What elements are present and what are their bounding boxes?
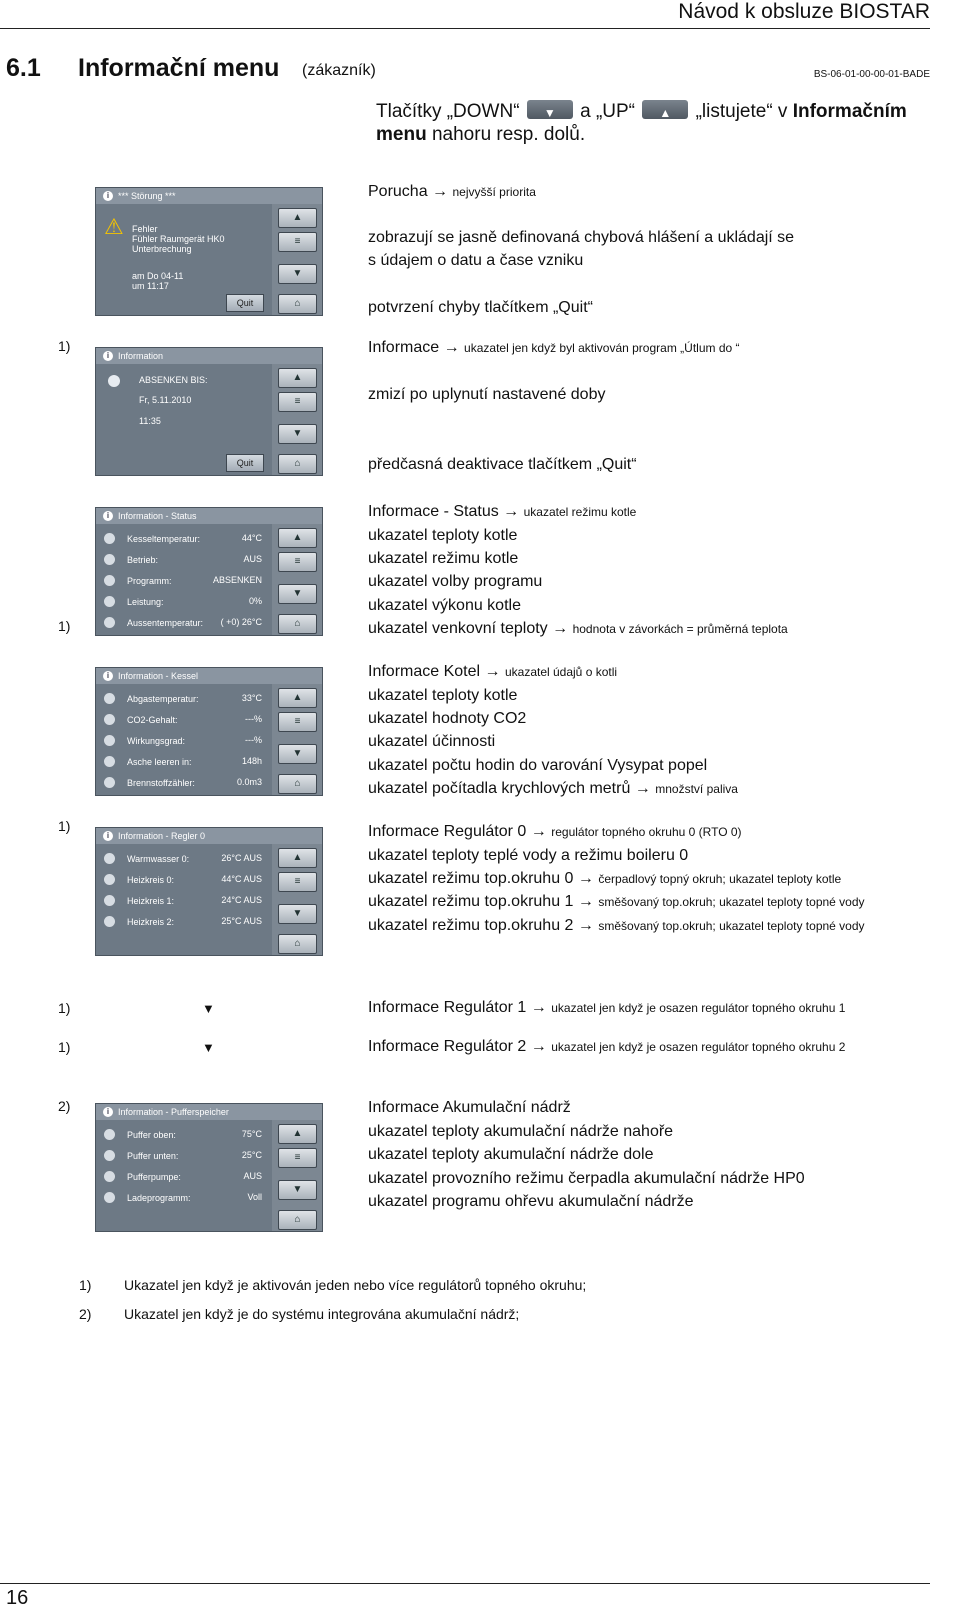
regler0-screenshot — [95, 827, 323, 956]
scroll-area[interactable]: ≡ — [278, 392, 317, 412]
up-button[interactable]: ▲ — [278, 688, 317, 708]
home-button[interactable]: ⌂ — [278, 614, 317, 634]
status-value: AUS — [243, 554, 262, 564]
home-button[interactable]: ⌂ — [278, 454, 317, 474]
program-icon — [104, 1192, 115, 1203]
reg0-line3: ukazatel režimu top.okruhu 1 — [368, 893, 574, 910]
information-screenshot — [95, 347, 323, 476]
panel-title: Information — [96, 348, 322, 364]
kessel-screenshot — [95, 667, 323, 796]
status-row: Betrieb: — [104, 554, 158, 565]
panel-title: Information - Kessel — [96, 668, 322, 684]
puffer-value: Voll — [247, 1192, 262, 1202]
panel-title: Information - Status — [96, 508, 322, 524]
panel-text: Fühler Raumgerät HK0 — [132, 234, 225, 244]
akum-line4: ukazatel programu ohřevu akumulační nádrže — [368, 1193, 694, 1210]
mode-icon — [104, 554, 115, 565]
reg1-note: ukazatel jen když je osazen regulátor topného okruhu 1 — [551, 1001, 846, 1015]
puffer-value: AUS — [243, 1171, 262, 1181]
footnote-text: Ukazatel jen když je aktivován jeden nebo více regulátorů topného okruhu; — [124, 1277, 587, 1293]
quit-button[interactable]: Quit — [226, 454, 264, 472]
kessel-row: CO2-Gehalt: — [104, 714, 178, 725]
footnote-mark: 1) — [58, 818, 71, 834]
kessel-value: 33°C — [241, 693, 262, 703]
arrow: → — [634, 780, 651, 797]
kotel-line3: ukazatel účinnosti — [368, 733, 496, 750]
footer-divider — [0, 1583, 930, 1584]
home-button[interactable]: ⌂ — [278, 934, 317, 954]
arrow: → — [530, 823, 547, 840]
footnote-mark: 1) — [79, 1277, 92, 1293]
status-row: Aussentemperatur: — [104, 617, 203, 628]
porucha-line1: zobrazují se jasně definovaná chybová hlášení a ukládají se — [368, 229, 795, 246]
panel-title: *** Störung *** — [96, 188, 322, 204]
reg0-line2-note: čerpadlový topný okruh; ukazatel teploty kotle — [598, 872, 842, 886]
status-value: 44°C — [241, 533, 262, 543]
down-triangle-icon: ▼ — [202, 1040, 215, 1055]
panel-text: um 11:17 — [132, 281, 169, 291]
arrow: → — [432, 183, 449, 200]
panel-side — [272, 524, 322, 635]
status-heading: Informace - Status — [368, 503, 499, 520]
panel-title: Information - Regler 0 — [96, 828, 322, 844]
down-key-icon: ▼ — [527, 100, 573, 119]
scroll-area[interactable]: ≡ — [278, 232, 317, 252]
puffer-value: 75°C — [241, 1129, 262, 1139]
scroll-area[interactable]: ≡ — [278, 712, 317, 732]
status-line3: ukazatel volby programu — [368, 573, 543, 590]
arrow: → — [443, 339, 460, 356]
puffer-row: Puffer oben: — [104, 1129, 176, 1140]
weather-icon — [104, 617, 115, 628]
arrow: → — [503, 503, 520, 520]
down-button[interactable]: ▼ — [278, 904, 317, 924]
regler-value: 25°C AUS — [221, 916, 262, 926]
down-button[interactable]: ▼ — [278, 744, 317, 764]
intro-bold2: menu — [376, 124, 427, 145]
status-row: Leistung: — [104, 596, 164, 607]
panel-text: Unterbrechung — [132, 244, 192, 254]
section-number: 6.1 — [6, 54, 41, 82]
footnote-text: Ukazatel jen když je do systému integrována akumulační nádrž; — [124, 1306, 520, 1322]
regler-row: Warmwasser 0: — [104, 853, 189, 864]
kessel-row: Abgastemperatur: — [104, 693, 199, 704]
power-icon — [104, 596, 115, 607]
reg2-note: ukazatel jen když je osazen regulátor topného okruhu 2 — [551, 1040, 846, 1054]
up-button[interactable]: ▲ — [278, 1124, 317, 1144]
scroll-area[interactable]: ≡ — [278, 1148, 317, 1168]
akum-line2: ukazatel teploty akumulační nádrže dole — [368, 1146, 654, 1163]
intro-part4: nahoru resp. dolů. — [431, 124, 586, 145]
panel-side — [272, 1120, 322, 1231]
down-button[interactable]: ▼ — [278, 264, 317, 284]
down-button[interactable]: ▼ — [278, 584, 317, 604]
puffer-row: Pufferpumpe: — [104, 1171, 181, 1182]
reg1-heading: Informace Regulátor 1 — [368, 999, 527, 1016]
kotel-note: ukazatel údajů o kotli — [504, 665, 618, 679]
kessel-row: Asche leeren in: — [104, 756, 192, 767]
reg0-line3-note: směšovaný top.okruh; ukazatel teploty topné vody — [598, 895, 865, 909]
fuel-counter-icon — [104, 777, 115, 788]
regler-value: 26°C AUS — [221, 853, 262, 863]
co2-icon — [104, 714, 115, 725]
stoerung-screenshot — [95, 187, 323, 316]
arrow: → — [577, 870, 594, 887]
puffer-row: Ladeprogramm: — [104, 1192, 191, 1203]
status-screenshot — [95, 507, 323, 636]
arrow: → — [577, 893, 594, 910]
footnote-mark: 1) — [58, 618, 71, 634]
info-icon: i — [103, 511, 113, 521]
intro-bold1: Informačním — [792, 101, 907, 122]
panel-side — [272, 684, 322, 795]
porucha-line2: s údajem o datu a čase vzniku — [368, 252, 584, 269]
scroll-area[interactable]: ≡ — [278, 872, 317, 892]
arrow: → — [552, 620, 569, 637]
regler-row: Heizkreis 2: — [104, 916, 174, 927]
section-title: Informační menu — [78, 54, 280, 82]
up-button[interactable]: ▲ — [278, 848, 317, 868]
quit-button[interactable]: Quit — [226, 294, 264, 312]
arrow: → — [484, 663, 501, 680]
panel-title: Information - Pufferspeicher — [96, 1104, 322, 1120]
regler-value: 24°C AUS — [221, 895, 262, 905]
panel-text: ABSENKEN BIS: — [139, 375, 208, 385]
regler-row: Heizkreis 1: — [104, 895, 174, 906]
tap-icon — [104, 853, 115, 864]
kessel-value: ---% — [245, 714, 262, 724]
reg2-heading: Informace Regulátor 2 — [368, 1038, 527, 1055]
down-triangle-icon: ▼ — [202, 1001, 215, 1016]
header-divider — [0, 28, 930, 29]
intro-text — [376, 100, 951, 146]
arrow: → — [530, 999, 547, 1016]
intro-part1: Tlačítky „DOWN“ — [376, 101, 520, 122]
status-value: ABSENKEN — [212, 575, 262, 585]
footnote-mark: 1) — [58, 1039, 71, 1055]
reg0-line1: ukazatel teploty teplé vody a režimu boileru 0 — [368, 847, 689, 864]
down-button[interactable]: ▼ — [278, 1180, 317, 1200]
info-line1: zmizí po uplynutí nastavené doby — [368, 386, 606, 403]
up-key-icon: ▲ — [642, 100, 688, 119]
home-button[interactable]: ⌂ — [278, 774, 317, 794]
up-button[interactable]: ▲ — [278, 208, 317, 228]
kotel-heading: Informace Kotel — [368, 663, 481, 680]
tank-icon — [104, 1150, 115, 1161]
clock-icon — [108, 375, 120, 387]
info-note: ukazatel jen když byl aktivován program „Útlum do “ — [464, 341, 740, 355]
footnote-mark: 2) — [79, 1306, 92, 1322]
reg0-line4: ukazatel režimu top.okruhu 2 — [368, 917, 574, 934]
document-title: Návod k obsluze BIOSTAR — [678, 0, 930, 23]
status-value: ( +0) 26°C — [220, 617, 262, 627]
kotel-line4: ukazatel počtu hodin do varování Vysypat popel — [368, 757, 708, 774]
puffer-row: Puffer unten: — [104, 1150, 178, 1161]
radiator-icon — [104, 895, 115, 906]
warning-icon: ⚠ — [104, 214, 124, 239]
page-number: 16 — [6, 1587, 29, 1609]
status-line1: ukazatel teploty kotle — [368, 527, 518, 544]
kotel-line5-note: množství paliva — [655, 782, 738, 796]
down-button[interactable]: ▼ — [278, 424, 317, 444]
panel-text: Fr, 5.11.2010 — [139, 395, 192, 405]
up-button[interactable]: ▲ — [278, 368, 317, 388]
reg0-heading: Informace Regulátor 0 — [368, 823, 527, 840]
kotel-line2: ukazatel hodnoty CO2 — [368, 710, 527, 727]
ash-icon — [104, 756, 115, 767]
info-icon: i — [103, 671, 113, 681]
puffer-value: 25°C — [241, 1150, 262, 1160]
panel-text: am Do 04-11 — [132, 271, 184, 281]
program-icon — [104, 575, 115, 586]
info-icon: i — [103, 1107, 113, 1117]
panel-side — [272, 204, 322, 315]
info-heading: Informace — [368, 339, 440, 356]
panel-text: 11:35 — [139, 416, 161, 426]
porucha-heading: Porucha — [368, 183, 428, 200]
info-icon: i — [103, 831, 113, 841]
puffer-screenshot — [95, 1103, 323, 1232]
status-line2: ukazatel režimu kotle — [368, 550, 519, 567]
status-row: Kesseltemperatur: — [104, 533, 200, 544]
tank-icon — [104, 1129, 115, 1140]
status-row: Programm: — [104, 575, 172, 586]
arrow: → — [530, 1038, 547, 1055]
regler-row: Heizkreis 0: — [104, 874, 174, 885]
status-value: 0% — [248, 596, 262, 606]
porucha-note: nejvyšší priorita — [452, 185, 536, 199]
kessel-value: 0.0m3 — [236, 777, 262, 787]
arrow: → — [577, 917, 594, 934]
intro-part2: a „UP“ — [580, 101, 636, 122]
reg0-line2: ukazatel režimu top.okruhu 0 — [368, 870, 574, 887]
panel-text: Fehler — [132, 224, 158, 234]
home-button[interactable]: ⌂ — [278, 1210, 317, 1230]
up-button[interactable]: ▲ — [278, 528, 317, 548]
info-icon: i — [103, 351, 113, 361]
porucha-line3: potvrzení chyby tlačítkem „Quit“ — [368, 299, 593, 316]
home-button[interactable]: ⌂ — [278, 294, 317, 314]
flue-icon — [104, 693, 115, 704]
footnote-mark: 2) — [58, 1098, 71, 1114]
kessel-row: Brennstoffzähler: — [104, 777, 195, 788]
efficiency-icon — [104, 735, 115, 746]
info-line2: předčasná deaktivace tlačítkem „Quit“ — [368, 456, 637, 473]
status-note: ukazatel režimu kotle — [523, 505, 637, 519]
document-id: BS-06-01-00-00-01-BADE — [813, 69, 930, 80]
footnote-mark: 1) — [58, 338, 71, 354]
kotel-line5: ukazatel počítadla krychlových metrů — [368, 780, 631, 797]
status-line5-note: hodnota v závorkách = průměrná teplota — [572, 622, 788, 636]
scroll-area[interactable]: ≡ — [278, 552, 317, 572]
status-line5: ukazatel venkovní teploty — [368, 620, 548, 637]
regler-value: 44°C AUS — [221, 874, 262, 884]
kessel-row: Wirkungsgrad: — [104, 735, 185, 746]
akum-heading: Informace Akumulační nádrž — [368, 1099, 571, 1116]
radiator-icon — [104, 874, 115, 885]
radiator-icon — [104, 916, 115, 927]
footnote-mark: 1) — [58, 1000, 71, 1016]
kotel-line1: ukazatel teploty kotle — [368, 687, 518, 704]
section-subtitle: (zákazník) — [302, 62, 376, 79]
akum-line3: ukazatel provozního režimu čerpadla akumulační nádrže HP0 — [368, 1170, 805, 1187]
panel-side — [272, 364, 322, 475]
info-icon: i — [103, 191, 113, 201]
intro-part3: „listujete“ v — [695, 101, 788, 122]
reg0-line4-note: směšovaný top.okruh; ukazatel teploty topné vody — [598, 919, 865, 933]
status-line4: ukazatel výkonu kotle — [368, 597, 521, 614]
panel-side — [272, 844, 322, 955]
reg0-note: regulátor topného okruhu 0 (RTO 0) — [551, 825, 742, 839]
kessel-value: 148h — [241, 756, 262, 766]
akum-line1: ukazatel teploty akumulační nádrže nahoře — [368, 1123, 674, 1140]
thermometer-icon — [104, 533, 115, 544]
kessel-value: ---% — [245, 735, 262, 745]
pump-icon — [104, 1171, 115, 1182]
